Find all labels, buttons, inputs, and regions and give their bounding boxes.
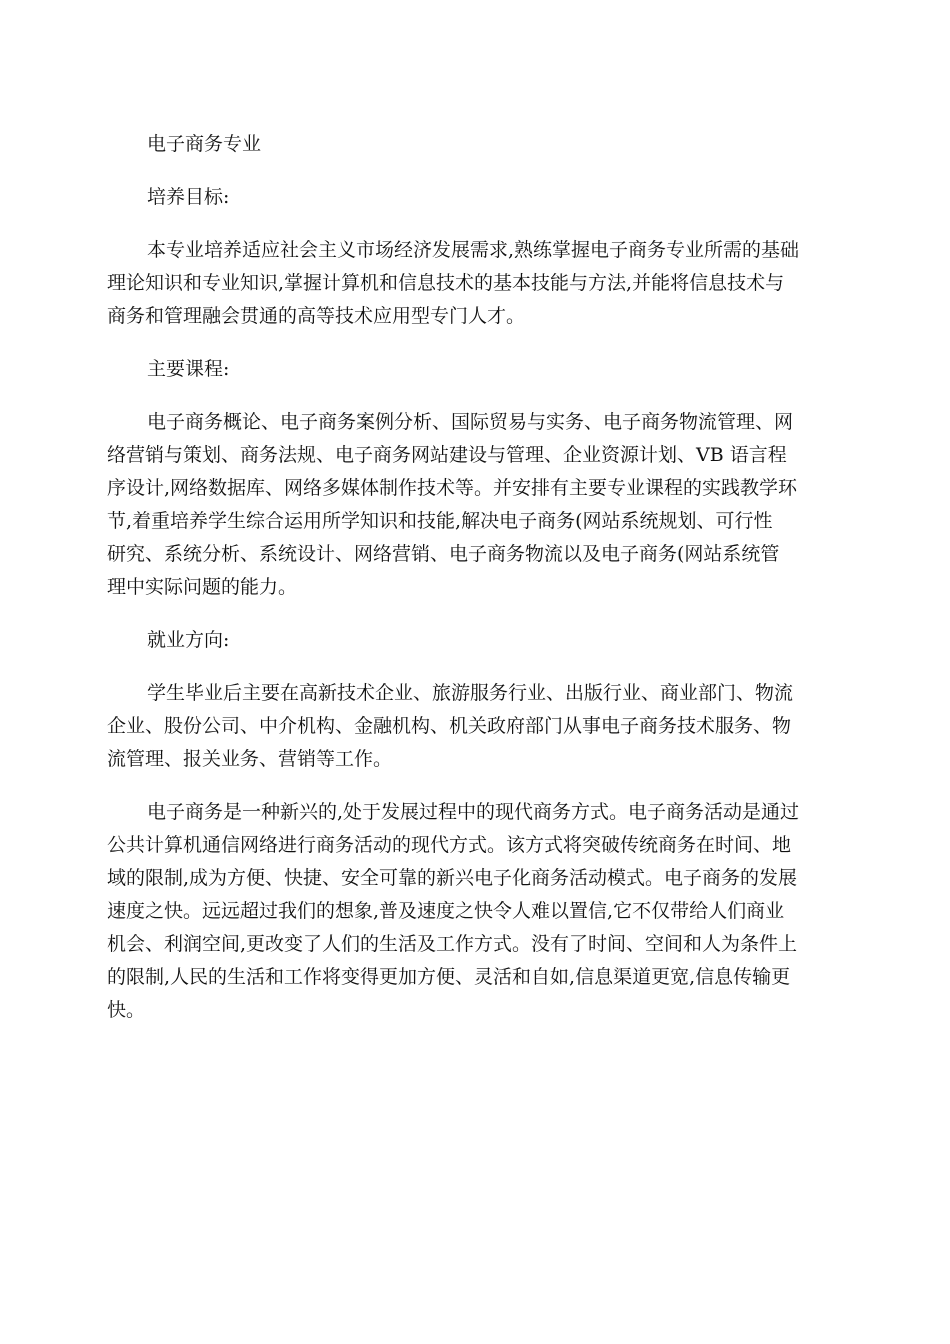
paragraph-line: 机会、利润空间,更改变了人们的生活及工作方式。没有了时间、空间和人为条件上 bbox=[107, 933, 798, 955]
paragraph-line: 域的限制,成为方便、快捷、安全可靠的新兴电子化商务活动模式。电子商务的发展 bbox=[107, 867, 798, 889]
paragraph-line: 本专业培养适应社会主义市场经济发展需求,熟练掌握电子商务专业所需的基础 bbox=[147, 239, 800, 261]
paragraph-line: 电子商务概论、电子商务案例分析、国际贸易与实务、电子商务物流管理、网 bbox=[147, 411, 794, 433]
paragraph-line: 的限制,人民的生活和工作将变得更加方便、灵活和自如,信息渠道更宽,信息传输更 bbox=[107, 966, 791, 988]
paragraph-line: 节,着重培养学生综合运用所学知识和技能,解决电子商务(网站系统规划、可行性 bbox=[107, 510, 773, 532]
goal-paragraph bbox=[107, 234, 847, 333]
section-heading-courses: 主要课程: bbox=[147, 358, 230, 380]
document-page bbox=[107, 128, 847, 1027]
paragraph-line: 企业、股份公司、中介机构、金融机构、机关政府部门从事电子商务技术服务、物 bbox=[107, 715, 792, 737]
paragraph-line: 电子商务是一种新兴的,处于发展过程中的现代商务方式。电子商务活动是通过 bbox=[147, 801, 800, 823]
career-paragraph bbox=[107, 677, 847, 776]
paragraph-line: 公共计算机通信网络进行商务活动的现代方式。该方式将突破传统商务在时间、地 bbox=[107, 834, 792, 856]
courses-paragraph bbox=[107, 406, 847, 604]
document-title: 电子商务专业 bbox=[147, 133, 262, 155]
section-heading-goal: 培养目标: bbox=[147, 186, 230, 208]
paragraph-line: 序设计,网络数据库、网络多媒体制作技术等。并安排有主要专业课程的实践教学环 bbox=[107, 477, 798, 499]
paragraph-line: 研究、系统分析、系统设计、网络营销、电子商务物流以及电子商务(网站系统管 bbox=[107, 543, 780, 565]
paragraph-line: 学生毕业后主要在高新技术企业、旅游服务行业、出版行业、商业部门、物流 bbox=[147, 682, 794, 704]
intro-paragraph bbox=[107, 796, 847, 1027]
paragraph-line: 流管理、报关业务、营销等工作。 bbox=[107, 748, 393, 770]
paragraph-line: 商务和管理融会贯通的高等技术应用型专门人才。 bbox=[107, 305, 526, 327]
paragraph-line: 理中实际问题的能力。 bbox=[107, 576, 298, 598]
section-heading-career: 就业方向: bbox=[147, 629, 230, 651]
paragraph-line: 速度之快。远远超过我们的想象,普及速度之快令人难以置信,它不仅带给人们商业 bbox=[107, 900, 785, 922]
paragraph-line: 快。 bbox=[107, 999, 146, 1021]
paragraph-line: 理论知识和专业知识,掌握计算机和信息技术的基本技能与方法,并能将信息技术与 bbox=[107, 272, 785, 294]
paragraph-line: 络营销与策划、商务法规、电子商务网站建设与管理、企业资源计划、VB 语言程 bbox=[107, 444, 787, 466]
